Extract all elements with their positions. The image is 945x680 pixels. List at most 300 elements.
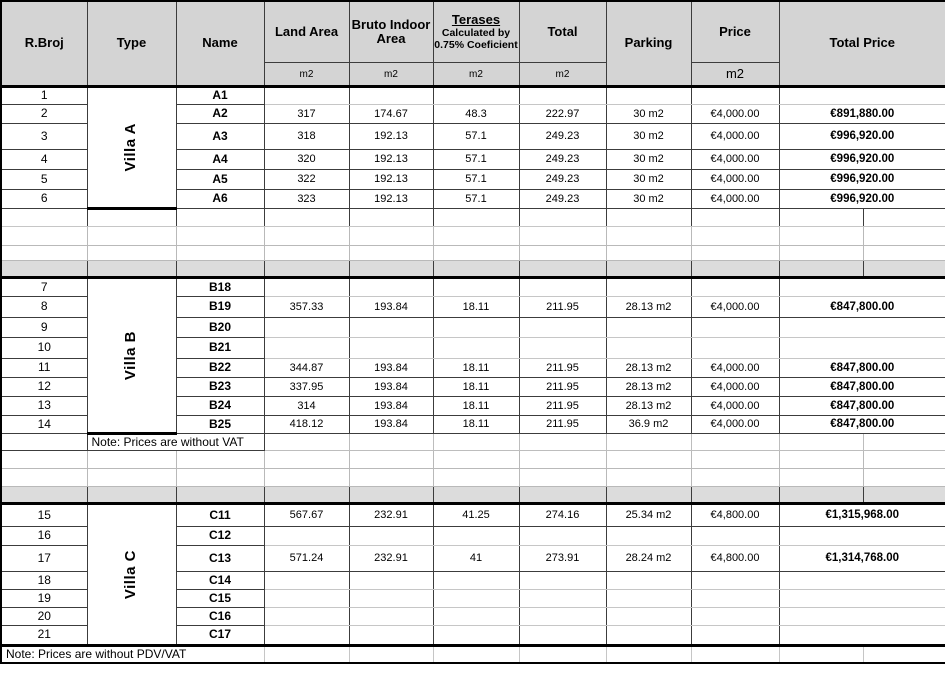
- empty-cell[interactable]: [433, 469, 519, 487]
- empty-cell[interactable]: [863, 469, 945, 487]
- row-number-cell[interactable]: 12: [1, 378, 87, 397]
- price-cell[interactable]: €4,000.00: [691, 416, 779, 434]
- empty-cell[interactable]: [691, 646, 779, 663]
- empty-cell[interactable]: [863, 209, 945, 227]
- bruto-area-cell[interactable]: 193.84: [349, 359, 433, 378]
- empty-cell[interactable]: [264, 209, 349, 227]
- terases-cell[interactable]: 18.11: [433, 359, 519, 378]
- total-area-cell[interactable]: 274.16: [519, 504, 606, 527]
- total-area-cell[interactable]: 211.95: [519, 297, 606, 318]
- gray-band-cell[interactable]: [863, 261, 945, 278]
- empty-cell[interactable]: [779, 227, 863, 246]
- total-price-cell[interactable]: [779, 338, 945, 359]
- terases-cell[interactable]: [433, 626, 519, 646]
- empty-cell[interactable]: [349, 246, 433, 261]
- name-cell[interactable]: A4: [176, 150, 264, 170]
- land-area-cell[interactable]: 320: [264, 150, 349, 170]
- total-area-cell[interactable]: 211.95: [519, 416, 606, 434]
- empty-cell[interactable]: [176, 227, 264, 246]
- name-cell[interactable]: A1: [176, 87, 264, 105]
- price-cell[interactable]: €4,000.00: [691, 297, 779, 318]
- bruto-area-cell[interactable]: 193.84: [349, 297, 433, 318]
- empty-cell[interactable]: [863, 434, 945, 451]
- gray-band-cell[interactable]: [349, 487, 433, 504]
- parking-cell[interactable]: 28.13 m2: [606, 359, 691, 378]
- terases-cell[interactable]: [433, 278, 519, 297]
- total-price-cell[interactable]: €996,920.00: [779, 190, 945, 209]
- land-area-cell[interactable]: [264, 338, 349, 359]
- name-cell[interactable]: B22: [176, 359, 264, 378]
- empty-cell[interactable]: [264, 646, 349, 663]
- total-price-cell[interactable]: €847,800.00: [779, 297, 945, 318]
- land-area-cell[interactable]: [264, 87, 349, 105]
- empty-cell[interactable]: [433, 434, 519, 451]
- row-number-cell[interactable]: 20: [1, 608, 87, 626]
- terases-cell[interactable]: 18.11: [433, 297, 519, 318]
- row-number-cell[interactable]: 1: [1, 87, 87, 105]
- row-number-cell[interactable]: 5: [1, 170, 87, 190]
- gray-band-cell[interactable]: [691, 487, 779, 504]
- total-area-cell[interactable]: 273.91: [519, 546, 606, 572]
- row-number-cell[interactable]: 11: [1, 359, 87, 378]
- bruto-area-cell[interactable]: 192.13: [349, 190, 433, 209]
- empty-cell[interactable]: [691, 434, 779, 451]
- empty-cell[interactable]: [87, 227, 176, 246]
- name-cell[interactable]: C11: [176, 504, 264, 527]
- empty-cell[interactable]: [87, 246, 176, 261]
- terases-cell[interactable]: 57.1: [433, 170, 519, 190]
- col-header-name[interactable]: Name: [176, 1, 264, 87]
- empty-cell[interactable]: [519, 469, 606, 487]
- total-price-cell[interactable]: [779, 318, 945, 338]
- terases-cell[interactable]: 41.25: [433, 504, 519, 527]
- total-area-cell[interactable]: [519, 590, 606, 608]
- terases-cell[interactable]: [433, 590, 519, 608]
- gray-band-cell[interactable]: [691, 261, 779, 278]
- empty-cell[interactable]: [519, 434, 606, 451]
- terases-cell[interactable]: 48.3: [433, 105, 519, 124]
- terases-cell[interactable]: [433, 338, 519, 359]
- total-price-cell[interactable]: [779, 590, 945, 608]
- parking-cell[interactable]: [606, 318, 691, 338]
- gray-band-cell[interactable]: [863, 487, 945, 504]
- parking-cell[interactable]: 30 m2: [606, 170, 691, 190]
- empty-cell[interactable]: [264, 451, 349, 469]
- total-area-cell[interactable]: [519, 338, 606, 359]
- terases-cell[interactable]: 41: [433, 546, 519, 572]
- land-area-cell[interactable]: 322: [264, 170, 349, 190]
- price-cell[interactable]: [691, 626, 779, 646]
- name-cell[interactable]: A5: [176, 170, 264, 190]
- name-cell[interactable]: B23: [176, 378, 264, 397]
- terases-cell[interactable]: [433, 527, 519, 546]
- land-area-cell[interactable]: 567.67: [264, 504, 349, 527]
- row-number-cell[interactable]: 21: [1, 626, 87, 646]
- gray-band-cell[interactable]: [1, 261, 87, 278]
- empty-cell[interactable]: [606, 209, 691, 227]
- empty-cell[interactable]: [779, 469, 863, 487]
- total-area-cell[interactable]: 211.95: [519, 359, 606, 378]
- empty-cell[interactable]: [433, 451, 519, 469]
- bruto-area-cell[interactable]: [349, 608, 433, 626]
- empty-cell[interactable]: [433, 646, 519, 663]
- bruto-area-cell[interactable]: 232.91: [349, 546, 433, 572]
- empty-cell[interactable]: [87, 209, 176, 227]
- gray-band-cell[interactable]: [87, 487, 176, 504]
- price-cell[interactable]: [691, 527, 779, 546]
- bruto-area-cell[interactable]: [349, 338, 433, 359]
- parking-cell[interactable]: [606, 338, 691, 359]
- row-number-cell[interactable]: 18: [1, 572, 87, 590]
- terases-cell[interactable]: [433, 572, 519, 590]
- row-number-cell[interactable]: 17: [1, 546, 87, 572]
- name-cell[interactable]: B20: [176, 318, 264, 338]
- col-header-price[interactable]: Price: [691, 1, 779, 63]
- terases-cell[interactable]: 18.11: [433, 378, 519, 397]
- parking-cell[interactable]: 28.13 m2: [606, 397, 691, 416]
- name-cell[interactable]: B25: [176, 416, 264, 434]
- land-area-cell[interactable]: [264, 527, 349, 546]
- col-header-type[interactable]: Type: [87, 1, 176, 87]
- parking-cell[interactable]: 30 m2: [606, 190, 691, 209]
- total-area-cell[interactable]: 211.95: [519, 397, 606, 416]
- empty-cell[interactable]: [1, 209, 87, 227]
- total-price-cell[interactable]: [779, 87, 945, 105]
- total-price-cell[interactable]: €891,880.00: [779, 105, 945, 124]
- gray-band-cell[interactable]: [779, 261, 863, 278]
- parking-cell[interactable]: [606, 572, 691, 590]
- price-cell[interactable]: €4,000.00: [691, 190, 779, 209]
- total-price-cell[interactable]: €847,800.00: [779, 359, 945, 378]
- land-area-cell[interactable]: 418.12: [264, 416, 349, 434]
- land-area-cell[interactable]: 357.33: [264, 297, 349, 318]
- land-area-cell[interactable]: 344.87: [264, 359, 349, 378]
- parking-cell[interactable]: 36.9 m2: [606, 416, 691, 434]
- empty-cell[interactable]: [519, 227, 606, 246]
- gray-band-cell[interactable]: [779, 487, 863, 504]
- land-area-cell[interactable]: 318: [264, 124, 349, 150]
- name-cell[interactable]: B21: [176, 338, 264, 359]
- total-area-cell[interactable]: [519, 318, 606, 338]
- gray-band-cell[interactable]: [606, 261, 691, 278]
- bruto-area-cell[interactable]: 193.84: [349, 397, 433, 416]
- row-number-cell[interactable]: 4: [1, 150, 87, 170]
- parking-cell[interactable]: 28.13 m2: [606, 378, 691, 397]
- empty-cell[interactable]: [264, 434, 349, 451]
- row-number-cell[interactable]: 2: [1, 105, 87, 124]
- empty-cell[interactable]: [349, 451, 433, 469]
- gray-band-cell[interactable]: [519, 261, 606, 278]
- row-number-cell[interactable]: 16: [1, 527, 87, 546]
- col-header-land-area[interactable]: Land Area: [264, 1, 349, 63]
- empty-cell[interactable]: [779, 451, 863, 469]
- row-number-cell[interactable]: 7: [1, 278, 87, 297]
- price-cell[interactable]: [691, 338, 779, 359]
- parking-cell[interactable]: [606, 590, 691, 608]
- land-area-cell[interactable]: 323: [264, 190, 349, 209]
- total-price-cell[interactable]: [779, 278, 945, 297]
- terases-cell[interactable]: 57.1: [433, 150, 519, 170]
- row-number-cell[interactable]: 14: [1, 416, 87, 434]
- bruto-area-cell[interactable]: [349, 572, 433, 590]
- price-cell[interactable]: €4,000.00: [691, 397, 779, 416]
- empty-cell[interactable]: [691, 469, 779, 487]
- bruto-area-cell[interactable]: 192.13: [349, 150, 433, 170]
- empty-cell[interactable]: [1, 451, 87, 469]
- empty-cell[interactable]: [1, 469, 87, 487]
- total-area-cell[interactable]: [519, 626, 606, 646]
- row-number-cell[interactable]: 19: [1, 590, 87, 608]
- parking-cell[interactable]: 28.24 m2: [606, 546, 691, 572]
- villa-type-cell[interactable]: [87, 87, 176, 209]
- total-price-cell[interactable]: €1,314,768.00: [779, 546, 945, 572]
- empty-cell[interactable]: [1, 246, 87, 261]
- separator-block: [1, 434, 945, 504]
- row-number-cell[interactable]: 9: [1, 318, 87, 338]
- total-area-cell[interactable]: [519, 278, 606, 297]
- total-price-cell[interactable]: [779, 572, 945, 590]
- land-area-cell[interactable]: 571.24: [264, 546, 349, 572]
- empty-cell[interactable]: [176, 451, 264, 469]
- name-cell[interactable]: C16: [176, 608, 264, 626]
- price-cell[interactable]: €4,000.00: [691, 170, 779, 190]
- total-price-cell[interactable]: €996,920.00: [779, 170, 945, 190]
- empty-cell[interactable]: [349, 646, 433, 663]
- row-number-cell[interactable]: 3: [1, 124, 87, 150]
- gray-band-cell[interactable]: [264, 487, 349, 504]
- empty-cell[interactable]: [863, 451, 945, 469]
- row-number-cell[interactable]: 13: [1, 397, 87, 416]
- empty-cell[interactable]: [606, 469, 691, 487]
- villa-type-cell[interactable]: [87, 504, 176, 646]
- land-area-cell[interactable]: 317: [264, 105, 349, 124]
- col-header-rbroj[interactable]: R.Broj: [1, 1, 87, 87]
- price-cell[interactable]: €4,000.00: [691, 378, 779, 397]
- empty-cell[interactable]: [606, 434, 691, 451]
- empty-cell[interactable]: [606, 227, 691, 246]
- total-area-cell[interactable]: [519, 608, 606, 626]
- price-cell[interactable]: [691, 608, 779, 626]
- empty-cell[interactable]: [691, 227, 779, 246]
- land-area-cell[interactable]: [264, 590, 349, 608]
- empty-cell[interactable]: [349, 469, 433, 487]
- total-area-cell[interactable]: [519, 87, 606, 105]
- parking-cell[interactable]: [606, 626, 691, 646]
- empty-cell[interactable]: [264, 227, 349, 246]
- bruto-area-cell[interactable]: 174.67: [349, 105, 433, 124]
- name-cell[interactable]: C15: [176, 590, 264, 608]
- price-cell[interactable]: €4,800.00: [691, 546, 779, 572]
- parking-cell[interactable]: [606, 608, 691, 626]
- name-cell[interactable]: C12: [176, 527, 264, 546]
- empty-cell[interactable]: [87, 451, 176, 469]
- terases-cell[interactable]: 57.1: [433, 124, 519, 150]
- land-area-cell[interactable]: [264, 318, 349, 338]
- total-price-cell[interactable]: [779, 626, 945, 646]
- empty-cell[interactable]: [863, 246, 945, 261]
- total-price-cell[interactable]: €996,920.00: [779, 124, 945, 150]
- villa-type-cell[interactable]: [87, 278, 176, 434]
- total-area-cell[interactable]: 249.23: [519, 124, 606, 150]
- col-header-total[interactable]: Total: [519, 1, 606, 63]
- empty-cell[interactable]: [606, 246, 691, 261]
- name-cell[interactable]: A2: [176, 105, 264, 124]
- price-cell[interactable]: €4,800.00: [691, 504, 779, 527]
- row-number-cell[interactable]: 8: [1, 297, 87, 318]
- empty-cell[interactable]: [433, 209, 519, 227]
- parking-cell[interactable]: 28.13 m2: [606, 297, 691, 318]
- empty-cell[interactable]: [863, 646, 945, 663]
- land-area-cell[interactable]: [264, 608, 349, 626]
- total-area-cell[interactable]: 211.95: [519, 378, 606, 397]
- bruto-area-cell[interactable]: [349, 318, 433, 338]
- empty-cell[interactable]: [691, 451, 779, 469]
- empty-cell[interactable]: [863, 227, 945, 246]
- col-header-terases[interactable]: [433, 1, 519, 63]
- empty-cell[interactable]: [176, 209, 264, 227]
- table-row: [1, 434, 945, 451]
- land-area-cell[interactable]: [264, 278, 349, 297]
- empty-cell[interactable]: [433, 246, 519, 261]
- name-cell[interactable]: B18: [176, 278, 264, 297]
- total-price-cell[interactable]: €847,800.00: [779, 416, 945, 434]
- land-area-cell[interactable]: [264, 626, 349, 646]
- row-number-cell[interactable]: 15: [1, 504, 87, 527]
- terases-cell[interactable]: [433, 87, 519, 105]
- empty-cell[interactable]: [1, 434, 87, 451]
- total-area-cell[interactable]: 249.23: [519, 190, 606, 209]
- parking-cell[interactable]: 30 m2: [606, 124, 691, 150]
- name-cell[interactable]: A3: [176, 124, 264, 150]
- name-cell[interactable]: A6: [176, 190, 264, 209]
- price-cell[interactable]: €4,000.00: [691, 105, 779, 124]
- empty-cell[interactable]: [176, 246, 264, 261]
- parking-cell[interactable]: [606, 87, 691, 105]
- name-cell[interactable]: B24: [176, 397, 264, 416]
- price-cell[interactable]: [691, 318, 779, 338]
- empty-cell[interactable]: [606, 646, 691, 663]
- empty-cell[interactable]: [691, 246, 779, 261]
- empty-cell[interactable]: [519, 209, 606, 227]
- bruto-area-cell[interactable]: 192.13: [349, 124, 433, 150]
- parking-cell[interactable]: [606, 278, 691, 297]
- empty-cell[interactable]: [176, 469, 264, 487]
- parking-cell[interactable]: 30 m2: [606, 150, 691, 170]
- bruto-area-cell[interactable]: [349, 590, 433, 608]
- empty-cell[interactable]: [349, 227, 433, 246]
- price-cell[interactable]: €4,000.00: [691, 150, 779, 170]
- total-price-cell[interactable]: €847,800.00: [779, 397, 945, 416]
- total-area-cell[interactable]: 249.23: [519, 170, 606, 190]
- row-number-cell[interactable]: 10: [1, 338, 87, 359]
- gray-band-cell[interactable]: [519, 487, 606, 504]
- empty-cell[interactable]: [433, 227, 519, 246]
- terases-cell[interactable]: [433, 608, 519, 626]
- gray-band-cell[interactable]: [264, 261, 349, 278]
- name-cell[interactable]: C13: [176, 546, 264, 572]
- price-cell[interactable]: [691, 572, 779, 590]
- parking-cell[interactable]: 30 m2: [606, 105, 691, 124]
- total-price-cell[interactable]: [779, 527, 945, 546]
- terases-cell[interactable]: 57.1: [433, 190, 519, 209]
- bruto-area-cell[interactable]: 193.84: [349, 378, 433, 397]
- table-header: [1, 1, 945, 87]
- gray-band-cell[interactable]: [433, 261, 519, 278]
- land-area-cell[interactable]: [264, 572, 349, 590]
- empty-cell[interactable]: [691, 209, 779, 227]
- total-area-cell[interactable]: 222.97: [519, 105, 606, 124]
- empty-cell[interactable]: [264, 469, 349, 487]
- empty-cell[interactable]: [606, 451, 691, 469]
- bruto-area-cell[interactable]: [349, 626, 433, 646]
- terases-cell[interactable]: 18.11: [433, 416, 519, 434]
- total-price-cell[interactable]: €1,315,968.00: [779, 504, 945, 527]
- empty-cell[interactable]: [779, 209, 863, 227]
- empty-cell[interactable]: [779, 246, 863, 261]
- col-header-parking[interactable]: Parking: [606, 1, 691, 87]
- land-area-cell[interactable]: 337.95: [264, 378, 349, 397]
- total-area-cell[interactable]: [519, 572, 606, 590]
- empty-cell[interactable]: [349, 209, 433, 227]
- gray-band-cell[interactable]: [349, 261, 433, 278]
- parking-cell[interactable]: 25.34 m2: [606, 504, 691, 527]
- empty-cell[interactable]: [87, 469, 176, 487]
- total-price-cell[interactable]: €996,920.00: [779, 150, 945, 170]
- gray-band-cell[interactable]: [87, 261, 176, 278]
- total-area-cell[interactable]: 249.23: [519, 150, 606, 170]
- empty-cell[interactable]: [519, 246, 606, 261]
- bruto-area-cell[interactable]: 232.91: [349, 504, 433, 527]
- price-cell[interactable]: [691, 87, 779, 105]
- empty-cell[interactable]: [779, 434, 863, 451]
- total-area-cell[interactable]: [519, 527, 606, 546]
- price-cell[interactable]: [691, 278, 779, 297]
- land-area-cell[interactable]: 314: [264, 397, 349, 416]
- price-cell[interactable]: €4,000.00: [691, 359, 779, 378]
- terases-cell[interactable]: 18.11: [433, 397, 519, 416]
- name-cell[interactable]: B19: [176, 297, 264, 318]
- total-price-cell[interactable]: €847,800.00: [779, 378, 945, 397]
- separator-block: [1, 209, 945, 278]
- gray-band-cell[interactable]: [176, 487, 264, 504]
- empty-cell[interactable]: [349, 434, 433, 451]
- price-cell[interactable]: [691, 590, 779, 608]
- bruto-area-cell[interactable]: [349, 527, 433, 546]
- bruto-area-cell[interactable]: 193.84: [349, 416, 433, 434]
- gray-band-cell[interactable]: [606, 487, 691, 504]
- terases-cell[interactable]: [433, 318, 519, 338]
- parking-cell[interactable]: [606, 527, 691, 546]
- gray-band-cell[interactable]: [1, 487, 87, 504]
- col-header-bruto-indoor-area[interactable]: Bruto Indoor Area: [349, 1, 433, 63]
- bruto-area-cell[interactable]: 192.13: [349, 170, 433, 190]
- empty-cell[interactable]: [519, 451, 606, 469]
- name-cell[interactable]: C17: [176, 626, 264, 646]
- empty-cell[interactable]: [519, 646, 606, 663]
- name-cell[interactable]: C14: [176, 572, 264, 590]
- empty-cell[interactable]: [1, 227, 87, 246]
- total-price-cell[interactable]: [779, 608, 945, 626]
- row-number-cell[interactable]: 6: [1, 190, 87, 209]
- gray-band-cell[interactable]: [433, 487, 519, 504]
- empty-cell[interactable]: [264, 246, 349, 261]
- price-cell[interactable]: €4,000.00: [691, 124, 779, 150]
- bruto-area-cell[interactable]: [349, 278, 433, 297]
- gray-band-cell[interactable]: [176, 261, 264, 278]
- empty-cell[interactable]: [779, 646, 863, 663]
- bruto-area-cell[interactable]: [349, 87, 433, 105]
- col-header-total-price[interactable]: Total Price: [779, 1, 945, 87]
